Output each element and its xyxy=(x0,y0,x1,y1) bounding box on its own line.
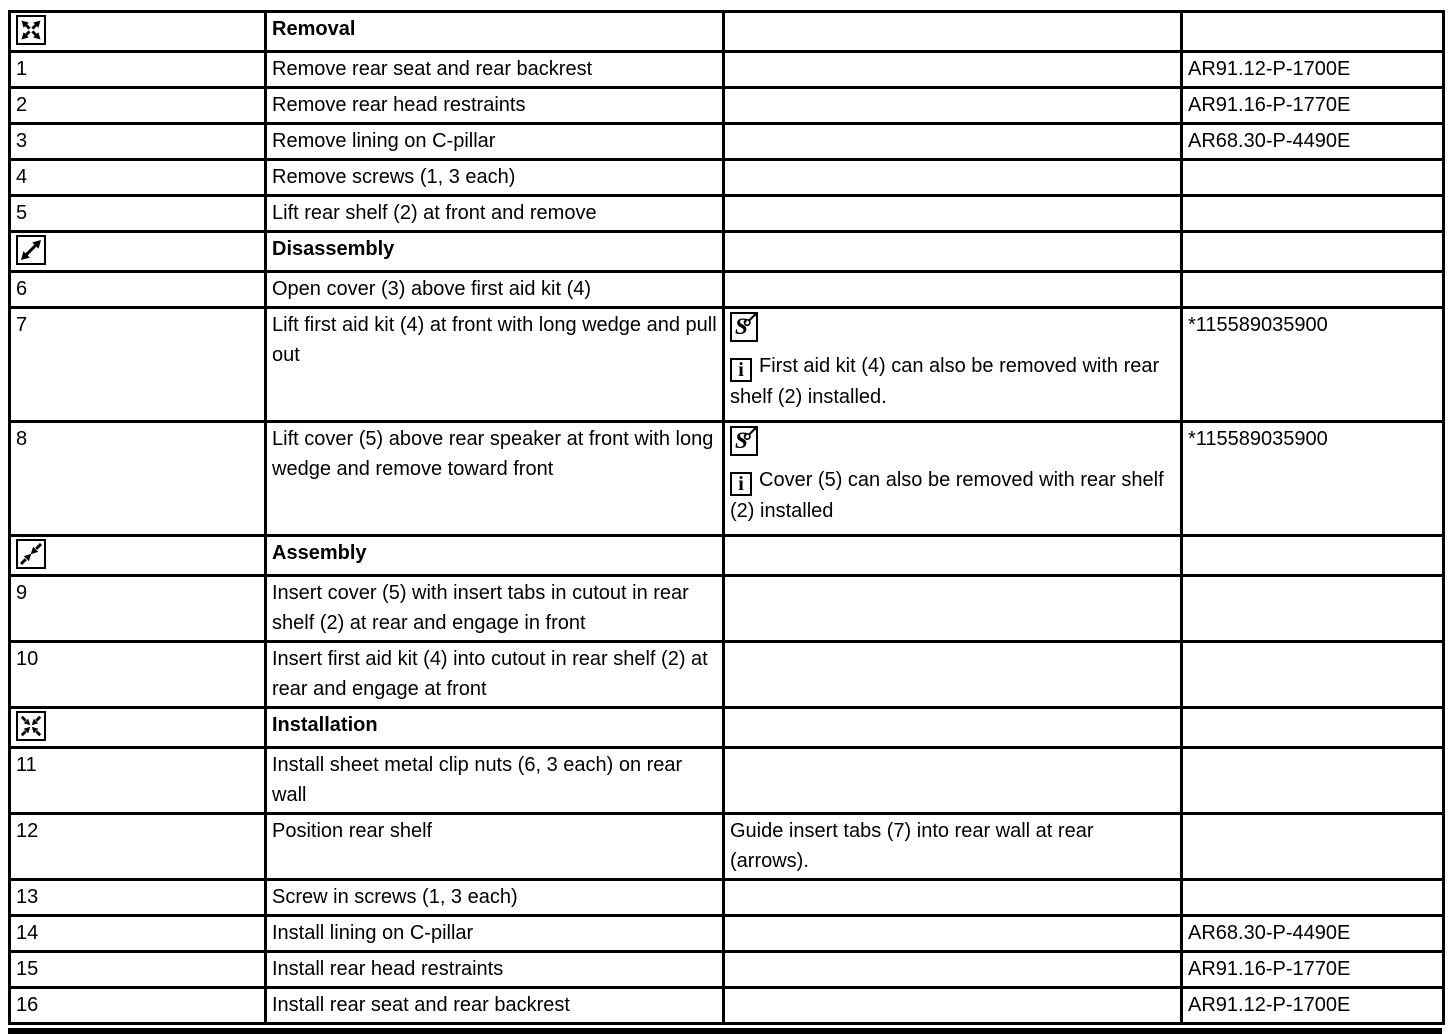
step-note-cell xyxy=(724,308,1182,422)
step-action-cell: Remove rear seat and rear backrest xyxy=(266,52,724,88)
step-row xyxy=(10,88,1444,124)
step-note-cell xyxy=(724,52,1182,88)
step-note-cell xyxy=(724,232,1182,272)
step-action-cell: Install lining on C-pillar xyxy=(266,916,724,952)
section-title: Removal xyxy=(266,12,724,52)
section-title: Installation xyxy=(266,708,724,748)
disassembly-icon xyxy=(16,235,46,265)
procedure-table xyxy=(8,10,1445,1025)
info-note xyxy=(730,351,1175,412)
step-action-cell: Remove screws (1, 3 each) xyxy=(266,160,724,196)
section-icon-cell xyxy=(10,232,266,272)
special-tool-glyph: S xyxy=(735,428,748,453)
info-icon: i xyxy=(730,358,752,382)
step-action-cell: Lift cover (5) above rear speaker at front with long wedge and remove toward front xyxy=(266,422,724,536)
step-action-cell: Position rear shelf xyxy=(266,814,724,880)
step-row xyxy=(10,814,1444,880)
step-note-cell xyxy=(724,916,1182,952)
step-row xyxy=(10,748,1444,814)
doc-ref-cell: AR91.16-P-1770E xyxy=(1182,88,1444,124)
step-row xyxy=(10,988,1444,1024)
step-row xyxy=(10,952,1444,988)
doc-ref-cell: AR91.12-P-1700E xyxy=(1182,52,1444,88)
step-row xyxy=(10,272,1444,308)
step-action-cell: Lift first aid kit (4) at front with long wedge and pull out xyxy=(266,308,724,422)
step-row xyxy=(10,124,1444,160)
removal-icon xyxy=(16,15,46,45)
step-number-cell: 14 xyxy=(10,916,266,952)
doc-ref-cell: AR91.12-P-1700E xyxy=(1182,988,1444,1024)
step-note-cell xyxy=(724,988,1182,1024)
doc-ref-cell: *115589035900 xyxy=(1182,422,1444,536)
doc-ref-cell xyxy=(1182,196,1444,232)
step-note-cell xyxy=(724,88,1182,124)
step-note-cell: Guide insert tabs (7) into rear wall at rear (arrows). xyxy=(724,814,1182,880)
note-text: Cover (5) can also be removed with rear shelf (2) installed xyxy=(730,469,1164,522)
doc-ref-cell xyxy=(1182,748,1444,814)
step-action-cell: Screw in screws (1, 3 each) xyxy=(266,880,724,916)
procedure-table-body xyxy=(10,12,1444,1024)
doc-ref-cell xyxy=(1182,814,1444,880)
step-number-cell: 3 xyxy=(10,124,266,160)
step-number-cell: 15 xyxy=(10,952,266,988)
step-number-cell: 10 xyxy=(10,642,266,708)
section-title: Disassembly xyxy=(266,232,724,272)
section-icon-cell xyxy=(10,536,266,576)
doc-ref-cell xyxy=(1182,12,1444,52)
special-tool-icon xyxy=(730,312,758,342)
step-number-cell: 4 xyxy=(10,160,266,196)
doc-ref-cell: AR91.16-P-1770E xyxy=(1182,952,1444,988)
step-row xyxy=(10,52,1444,88)
step-action-cell: Insert first aid kit (4) into cutout in rear shelf (2) at rear and engage at front xyxy=(266,642,724,708)
step-number-cell: 12 xyxy=(10,814,266,880)
step-note-cell xyxy=(724,160,1182,196)
step-action-cell: Lift rear shelf (2) at front and remove xyxy=(266,196,724,232)
doc-ref-cell xyxy=(1182,576,1444,642)
step-action-cell: Install sheet metal clip nuts (6, 3 each) on rear wall xyxy=(266,748,724,814)
step-row xyxy=(10,196,1444,232)
note-text: First aid kit (4) can also be removed with rear shelf (2) installed. xyxy=(730,355,1160,408)
step-number-cell: 9 xyxy=(10,576,266,642)
section-row xyxy=(10,708,1444,748)
doc-ref-cell xyxy=(1182,642,1444,708)
section-row xyxy=(10,536,1444,576)
doc-ref-cell xyxy=(1182,160,1444,196)
step-row xyxy=(10,880,1444,916)
step-number-cell: 11 xyxy=(10,748,266,814)
special-tool-icon xyxy=(730,426,758,456)
step-row xyxy=(10,160,1444,196)
step-note-cell xyxy=(724,642,1182,708)
step-row xyxy=(10,576,1444,642)
info-icon: i xyxy=(730,472,752,496)
step-note-cell xyxy=(724,196,1182,232)
section-icon-cell xyxy=(10,708,266,748)
step-action-cell: Remove lining on C-pillar xyxy=(266,124,724,160)
step-number-cell: 2 xyxy=(10,88,266,124)
step-action-cell: Install rear seat and rear backrest xyxy=(266,988,724,1024)
installation-icon xyxy=(16,711,46,741)
step-number-cell: 6 xyxy=(10,272,266,308)
step-number-cell: 1 xyxy=(10,52,266,88)
doc-ref-cell: AR68.30-P-4490E xyxy=(1182,124,1444,160)
wrench-icon xyxy=(743,312,758,327)
step-action-cell: Remove rear head restraints xyxy=(266,88,724,124)
step-action-cell: Install rear head restraints xyxy=(266,952,724,988)
special-tool-glyph: S xyxy=(735,314,748,339)
step-note-cell xyxy=(724,880,1182,916)
step-number-cell: 5 xyxy=(10,196,266,232)
assembly-icon xyxy=(16,539,46,569)
step-number-cell: 16 xyxy=(10,988,266,1024)
step-note-cell xyxy=(724,708,1182,748)
doc-ref-cell xyxy=(1182,536,1444,576)
wrench-icon xyxy=(743,426,758,441)
section-row xyxy=(10,12,1444,52)
step-row xyxy=(10,916,1444,952)
section-icon-cell xyxy=(10,12,266,52)
step-note-cell xyxy=(724,536,1182,576)
doc-ref-cell: AR68.30-P-4490E xyxy=(1182,916,1444,952)
step-row xyxy=(10,308,1444,422)
step-note-cell xyxy=(724,952,1182,988)
step-note-cell xyxy=(724,124,1182,160)
section-row xyxy=(10,232,1444,272)
doc-ref-cell xyxy=(1182,272,1444,308)
step-number-cell: 7 xyxy=(10,308,266,422)
step-action-cell: Insert cover (5) with insert tabs in cutout in rear shelf (2) at rear and engage in front xyxy=(266,576,724,642)
doc-ref-cell: *115589035900 xyxy=(1182,308,1444,422)
step-note-cell xyxy=(724,12,1182,52)
step-note-cell xyxy=(724,748,1182,814)
doc-ref-cell xyxy=(1182,880,1444,916)
doc-ref-cell xyxy=(1182,708,1444,748)
step-number-cell: 13 xyxy=(10,880,266,916)
step-note-cell xyxy=(724,576,1182,642)
step-note-cell xyxy=(724,272,1182,308)
step-note-cell xyxy=(724,422,1182,536)
info-note xyxy=(730,465,1175,526)
bottom-rule xyxy=(8,1028,1442,1034)
doc-ref-cell xyxy=(1182,232,1444,272)
step-row xyxy=(10,642,1444,708)
step-action-cell: Open cover (3) above first aid kit (4) xyxy=(266,272,724,308)
step-row xyxy=(10,422,1444,536)
step-number-cell: 8 xyxy=(10,422,266,536)
section-title: Assembly xyxy=(266,536,724,576)
